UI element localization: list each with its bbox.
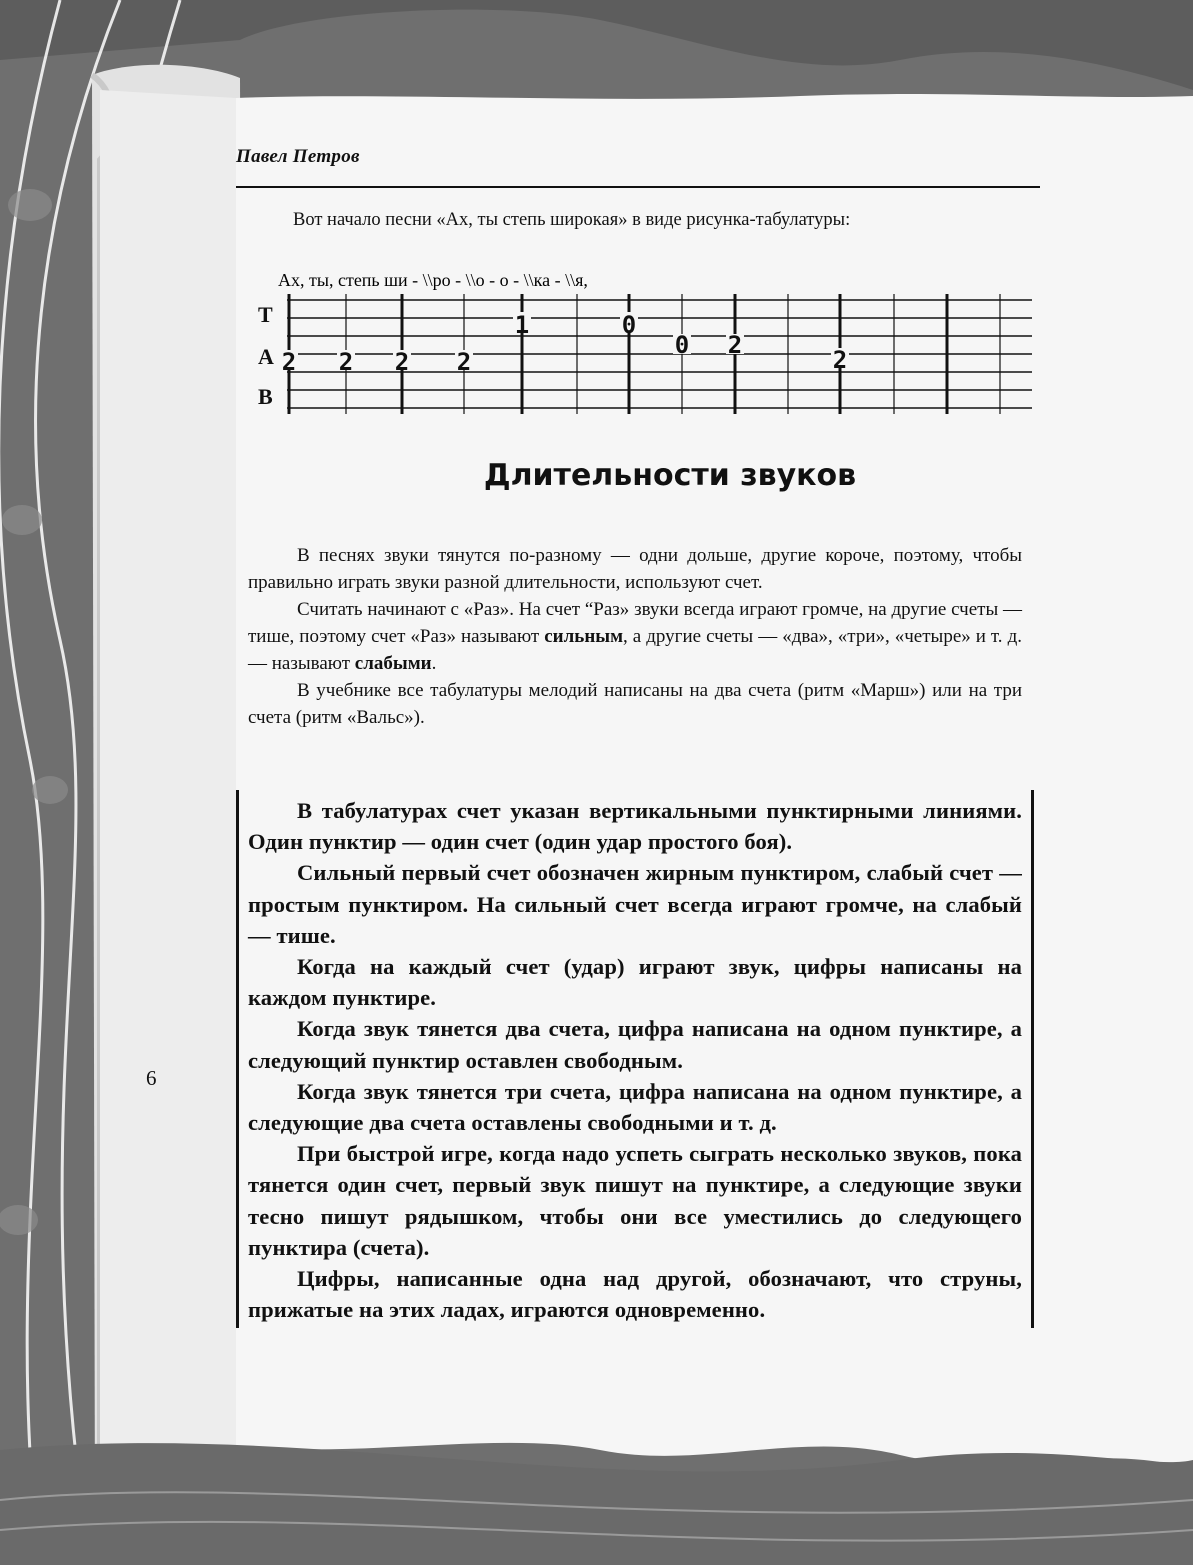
rules-box-left-bar [236, 790, 239, 1328]
body-paragraphs [248, 542, 1022, 731]
bold-term-strong: сильным [544, 626, 624, 647]
tab-letter-t: Т [258, 302, 273, 327]
rule-paragraph: Когда на каждый счет (удар) играют звук, цифры написаны на каждом пунктире. [248, 954, 1022, 1011]
rule-paragraph: Когда звук тянется три счета, цифра написана на одном пунктире, а следующие два счета оставлены свободными и т. д. [248, 1078, 1022, 1136]
intro-text: Вот начало песни «Ах, ты степь широкая» в виде рисунка-табулатуры: [293, 210, 851, 230]
tab-note: 1 [514, 311, 530, 339]
section-title: Длительности звуков [483, 458, 857, 493]
rule-paragraph: Сильный первый счет обозначен жирным пунктиром, слабый счет — простым пунктиром. На сильный счет всегда играют громче, на слабый — тише. [248, 860, 1022, 948]
tab-note: 2 [338, 348, 354, 376]
tab-letter-a: А [258, 344, 274, 369]
rule-paragraph: Когда звук тянется два счета, цифра написана на одном пунктире, а следующий пунктир оставлен свободным. [248, 1016, 1022, 1073]
tab-note: 0 [674, 331, 690, 359]
tab-lyrics: Ах, ты, степь ши - \\ро - \\о - о - \\ка - \\я, [278, 270, 588, 290]
page-number: 6 [146, 1066, 157, 1090]
guitar-tablature [250, 262, 1040, 422]
tab-note: 2 [727, 331, 743, 359]
rule-paragraph: В табулатурах счет указан вертикальными пунктирными линиями. Один пунктир — один счет (один удар простого боя). [248, 798, 1022, 855]
paragraph: В учебнике все табулатуры мелодий написаны на два счета (ритм «Марш») или на три счета (ритм «Вальс»). [248, 680, 1022, 728]
rule-paragraph: При быстрой игре, когда надо успеть сыграть несколько звуков, пока тянется один счет, первый звук пишут на пунктире, а следующие звуки тесно пишут рядышком, чтобы они все уместились до следующего пунктира (счета). [248, 1141, 1022, 1260]
tab-letter-b: В [258, 384, 273, 409]
rules-text [248, 795, 1022, 1325]
tab-note: 2 [832, 346, 848, 374]
tab-note: 0 [621, 311, 637, 339]
paragraph: В песнях звуки тянутся по-разному — одни дольше, другие короче, поэтому, чтобы правильно играть звуки разной длительности, используют счет. [248, 545, 1022, 593]
paragraph: Считать начинают с «Раз». На счет “Раз» звуки всегда играют громче, на другие счеты — тише, поэтому счет «Раз» называют сильным, а другие счеты — «два», «три», «четыре» и т. д. — называют слабыми. [248, 599, 1022, 674]
header-rule [236, 186, 1040, 188]
tab-note: 2 [281, 348, 297, 376]
rule-paragraph: Цифры, написанные одна над другой, обозначают, что струны, прижатые на этих ладах, играются одновременно. [248, 1266, 1022, 1323]
running-header-author: Павел Петров [236, 146, 360, 167]
rules-box-right-bar [1031, 790, 1034, 1328]
tab-note: 2 [456, 348, 472, 376]
tab-note: 2 [394, 348, 410, 376]
bold-term-weak: слабыми [354, 653, 432, 674]
